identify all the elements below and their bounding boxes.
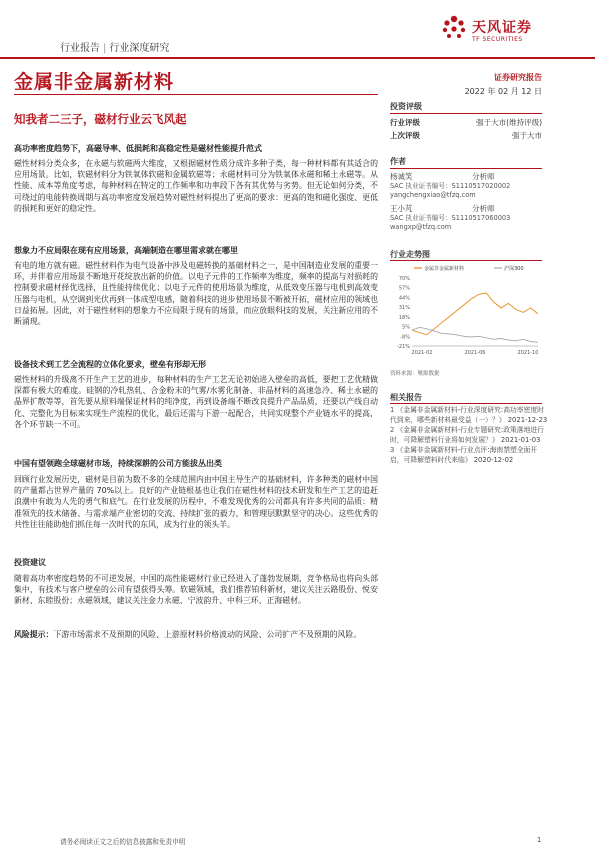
series-line	[412, 293, 538, 335]
x-tick-label: 2021-06	[464, 350, 486, 356]
report-type: 证券研究报告	[494, 73, 542, 82]
chart-source: 资料来源：聚源数据	[390, 371, 440, 377]
risk-text: 下游市场需求不及预期的风险、上游原材料价格波动的风险、公司扩产不及预期的风险。	[53, 630, 362, 639]
page-number: 1	[537, 836, 542, 844]
header-divider	[0, 57, 595, 59]
analyst-cert: SAC 执业证书编号：S1110517020002	[390, 181, 511, 190]
prev-rating-label: 上次评级	[390, 131, 420, 140]
related-item[interactable]	[390, 445, 550, 465]
y-tick-label: 44%	[398, 295, 410, 302]
prev-rating-row	[390, 130, 542, 141]
section-heading: 设备技术到工艺全流程的立体化要求，壁垒有形却无形	[14, 360, 206, 369]
industry-trend-chart	[390, 262, 542, 362]
chart-divider	[390, 260, 542, 261]
x-tick-label: 2021-02	[411, 350, 433, 356]
footer-disclaimer[interactable]: 请务必阅读正文之后的信息披露和免责申明	[60, 838, 186, 846]
section-paragraph: 磁性材料分类众多，在永磁与软磁两大维度，又根据磁材性质分成许多种子类，每一种材料都有其适合的应用场景。比如，软磁材料分为铁氧体软磁和金属软磁等；永磁材料可分为铁氧体永磁和稀土永磁等。从性能、成本等角度考虑，每种材料在特定的工作频率和功率段下各有其优势与劣势。但无论如何分类，不可绕过的电能转换周期与高功率密度发展趋势对磁性材料提出了更高的要求：更高的饱和磁化强度、更低的损耗和更好的稳定性。	[14, 159, 378, 213]
related-item-date: 2020-12-02	[473, 456, 514, 464]
analyst-role: 分析师	[472, 172, 495, 181]
x-tick-label: 2021-10	[517, 350, 539, 356]
related-item-number: 3	[390, 446, 395, 454]
rating-divider	[390, 113, 542, 114]
y-tick-label: 18%	[398, 314, 410, 321]
rating-heading: 投资评级	[390, 102, 422, 111]
analyst-email[interactable]: wangxp@tfzq.com	[390, 223, 452, 231]
breadcrumb	[60, 39, 169, 54]
y-tick-label: 5%	[402, 324, 410, 331]
breadcrumb-item: 行业深度研究	[109, 43, 170, 54]
related-item-number: 2	[390, 426, 395, 434]
section-heading: 想象力不应局限在现有应用场景，高端制造在哪里需求就在哪里	[14, 246, 238, 255]
author-divider	[390, 168, 542, 169]
y-tick-label: -8%	[400, 334, 410, 341]
industry-rating-value: 强于大市(维持评级)	[476, 118, 542, 127]
related-list	[390, 405, 550, 465]
industry-rating-row	[390, 117, 542, 128]
title-divider	[14, 94, 378, 95]
section-heading: 高功率密度趋势下，高磁导率、低损耗和高稳定性是磁材性能提升范式	[14, 144, 262, 153]
prev-rating-value: 强于大市	[512, 131, 542, 140]
tf-logo-icon	[440, 14, 468, 42]
report-date: 2022 年 02 月 12 日	[464, 87, 542, 96]
analyst-email[interactable]: yangchengxiao@tfzq.com	[390, 191, 476, 199]
author-heading: 作者	[390, 157, 406, 166]
legend-label: 金属非金属新材料	[424, 266, 465, 272]
y-tick-label: 70%	[398, 276, 410, 282]
series-line	[412, 327, 538, 342]
risk-label: 风险提示：	[14, 630, 54, 639]
analyst-role: 分析师	[472, 204, 495, 213]
section-heading: 中国有望领跑全球磁材市场，持续深耕的公司方能拔丛出类	[14, 459, 222, 468]
section-heading: 投资建议	[14, 558, 46, 567]
section-paragraph: 随着高功率密度趋势的不可逆发展，中国的高性能磁材行业已经进入了蓬勃发展期，竞争格局也将向头部集中，有技术与客户壁垒的公司有望获得头筹。软磁领域，我们推荐铂科新材，建议关注云路股份、悦安新材、东睦股份；永磁领域，建议关注金力永磁、宁波韵升、中科三环、正海磁材。	[14, 574, 378, 606]
analyst-cert: SAC 执业证书编号：S1110517060003	[390, 213, 511, 222]
page-title: 金属非金属新材料	[14, 71, 175, 93]
logo-text-cn: 天风证券	[472, 20, 532, 36]
trend-chart-svg	[390, 262, 542, 362]
company-logo	[440, 14, 560, 50]
risk-paragraph	[14, 629, 378, 640]
related-item-date: 2021-01-03	[500, 436, 541, 444]
legend-label: 沪深300	[504, 266, 524, 272]
related-item-title: 《金属非金属新材料-行业点评:海南禁塑全面开启，可降解塑料时代来临》	[390, 446, 538, 464]
section-paragraph: 有电的地方就有磁。磁性材料作为电气设备中涉及电磁转换的基础材料之一，是中国制造业发展的重要一环，并伴着应用场景不断地开花绽放出新的价值。以电子元件的工作频率为维度，频率的提高与对损耗的控制要求磁材择优选择，且性能持续优化；以电子元件的使用场景为维度，从低效变压器与电机到高效变压器与电机，从空调到光伏再到一体成型电感，随着科技的进步使用场景不断被开拓，磁材应用的领域也日益拓展。因此，对于磁性材料的想象力不应局限于现有的场景，而应放眼科技的发展，关注新应用的不断涌现。	[14, 261, 378, 327]
y-tick-label: 57%	[398, 285, 410, 292]
analyst-card	[390, 204, 542, 240]
related-item[interactable]	[390, 405, 550, 425]
y-tick-label: 31%	[398, 305, 410, 312]
related-item-date: 2021-12-23	[507, 416, 548, 424]
related-item-number: 1	[390, 406, 395, 414]
breadcrumb-item: 行业报告	[60, 43, 100, 54]
section-paragraph: 回顾行业发展历史，磁材是目前为数不多的全球范围内由中国主导生产的基础材料，许多种类的磁材中国的产量都占世界产量的 70%以上。良好的产业链根基也让我们在磁性材料的技术研发和生产工艺的追赶浪潮中有敢为人先的勇气和底气。在行业发展的历程中，不难发现优秀的公司都具有许多共同的品质：精准领先的技术储备、与需求端产业密切的交流、持续扩张的毅力，和管理层默默坚守的决心。这些优秀的共性往往能助他们抓住每一次时代的东风，成为行业的领头羊。	[14, 475, 378, 529]
report-subtitle: 知我者二三子，磁材行业云飞风起	[14, 112, 187, 126]
industry-rating-label: 行业评级	[390, 118, 420, 127]
analyst-name: 王小芃	[390, 204, 413, 213]
logo-text-en: TF SECURITIES	[472, 36, 523, 43]
related-item[interactable]	[390, 425, 550, 445]
analyst-card	[390, 172, 542, 208]
related-item-title: 《金属非金属新材料-行业深度研究:高功率密度时代到来，哪些新材料最受益（一）？》	[390, 406, 544, 424]
chart-heading: 行业走势图	[390, 250, 430, 259]
related-divider	[390, 403, 542, 404]
related-heading: 相关报告	[390, 393, 422, 402]
analyst-name: 杨诚笑	[390, 172, 413, 181]
section-paragraph: 磁性材料的升级离不开生产工艺的进步，每种材料的生产工艺无论初始进入壁垒的高低，要把工艺优精做深都有极大的难度。硅钢的冷轧热轧、合金粉末的气雾/水雾化制备、非晶材料的高速急冷、稀土永磁的晶界扩散等等，首先要从原料端保证材料的纯净度，再到设备端不断改良提升产品品质，还要以产线自动化、完整化为目标来实现生产流程的优化，最后还需与下游一起配合，共同实现整个产业链水平的提高，各个环节缺一不可。	[14, 375, 378, 429]
y-tick-label: -21%	[397, 344, 410, 350]
related-item-title: 《金属非金属新材料-行业专题研究:政策落地进行时，可降解塑料行业将如何发展？》	[390, 426, 544, 444]
breadcrumb-separator: |	[103, 43, 107, 54]
